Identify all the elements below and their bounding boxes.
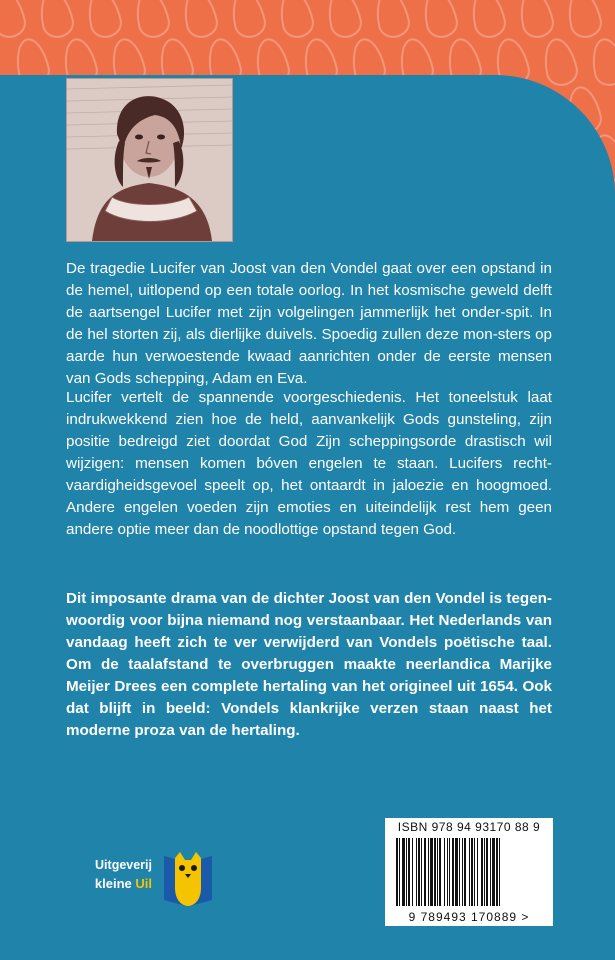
barcode-bar <box>406 838 407 906</box>
flame-icon <box>131 0 172 41</box>
barcode-bar <box>444 838 445 906</box>
flame-icon <box>515 0 556 41</box>
flame-icon <box>275 0 316 41</box>
barcode-bar <box>452 838 454 906</box>
barcode-bar <box>496 838 498 906</box>
barcode-bar <box>437 838 438 906</box>
flame-icon <box>227 0 268 41</box>
barcode-bar <box>434 838 436 906</box>
blurb-paragraph-1 <box>66 258 552 390</box>
flame-icon <box>83 0 124 41</box>
flame-icon <box>179 0 220 41</box>
barcode-bar <box>469 838 470 906</box>
barcode-bar <box>484 838 485 906</box>
barcode-bar <box>449 838 450 906</box>
barcode-bar <box>464 838 466 906</box>
barcode-bar <box>462 838 463 906</box>
barcode-bar <box>412 838 413 906</box>
barcode-digits: 9 789493 170889 > <box>408 910 530 924</box>
publisher-name-white: kleine <box>94 876 136 891</box>
barcode-bar <box>486 838 488 906</box>
barcode-bars <box>394 838 544 906</box>
blurb-paragraph-2-text: Lucifer vertelt de spannende voorgeschiedenis. Het toneelstuk laat indrukwekkend zien hoe de held, aanvankelijk Gods gunsteling, zijn positie bedreigd ziet doordat God Zijn scheppingsorde drastisch wil wijzigen: mensen komen bóven engelen te staan. Lucifers recht-vaardigheidsgevoel speelt op, het ontaardt in jaloezie en hoogmoed. Andere engelen voeden zijn emoties en uiteindelijk rest hem geen andere optie meer dan de noodlottige opstand tegen God. <box>66 389 552 538</box>
isbn-label: ISBN 978 94 93170 88 9 <box>397 820 541 834</box>
blurb-paragraph-1-text: De tragedie Lucifer van Joost van den Vondel gaat over een opstand in de hemel, uitlopend op een totale oorlog. In het kosmische geweld delft de aartsengel Lucifer met zijn volgelingen jammerlijk het onder-spit. In de hel storten zij, als dierlijke duivels. Spoedig zullen deze mon-sters op aarde hun verwoestende kwaad aanrichten onder de eerste mensen van Gods schepping, Adam en Eva. <box>66 260 552 387</box>
barcode-bar <box>481 838 483 906</box>
barcode-bar <box>430 838 433 906</box>
barcode-bar <box>455 838 458 906</box>
barcode-bar <box>428 838 429 906</box>
flame-icon <box>611 83 615 137</box>
flame-icon <box>371 0 412 41</box>
barcode-bar <box>418 838 420 906</box>
isbn-barcode <box>385 818 553 926</box>
publisher-line-2 <box>72 876 152 891</box>
flame-icon <box>419 0 460 41</box>
barcode-bar <box>439 838 441 906</box>
publisher-name-accent: Uil <box>135 876 152 891</box>
flame-icon <box>587 35 615 89</box>
owl-book-icon <box>158 848 218 910</box>
barcode-bar <box>399 838 400 906</box>
barcode-bar <box>447 838 448 906</box>
publisher-line-1: Uitgeverij <box>95 858 152 872</box>
barcode-bar <box>490 838 491 906</box>
blurb-paragraph-3-text: Dit imposante drama van de dichter Joost van den Vondel is tegen-woordig voor bijna niemand nog verstaanbaar. Het Nederlands van vandaag heeft zich te ver verwijderd van Vondels poëtische taal. Om de taalafstand te overbruggen maakte neerlandica Marijke Meijer Drees een complete hertaling van het origineel uit 1654. Ook dat blijft in beeld: Vondels klankrijke verzen staan naast het moderne proza van de hertaling. <box>66 590 552 739</box>
barcode-bar <box>424 838 426 906</box>
barcode-bar <box>396 838 398 906</box>
flame-icon <box>611 0 615 41</box>
blurb-paragraph-2 <box>66 387 552 541</box>
publisher-logo <box>72 848 232 912</box>
flame-icon <box>0 0 29 41</box>
flame-icon <box>563 0 604 41</box>
flame-icon <box>35 0 76 41</box>
blurb-paragraph-3 <box>66 588 552 742</box>
barcode-bar <box>459 838 460 906</box>
portrait-engraving-icon <box>67 79 232 241</box>
barcode-bar <box>474 838 475 906</box>
barcode-bar <box>499 838 500 906</box>
barcode-bar <box>492 838 495 906</box>
barcode-bar <box>477 838 478 906</box>
barcode-bar <box>402 838 405 906</box>
author-portrait <box>66 78 233 242</box>
barcode-bar <box>416 838 417 906</box>
flame-icon <box>323 0 364 41</box>
flame-icon <box>467 0 508 41</box>
flame-icon <box>539 35 580 89</box>
barcode-bar <box>471 838 473 906</box>
barcode-bar <box>408 838 410 906</box>
barcode-bar <box>421 838 422 906</box>
